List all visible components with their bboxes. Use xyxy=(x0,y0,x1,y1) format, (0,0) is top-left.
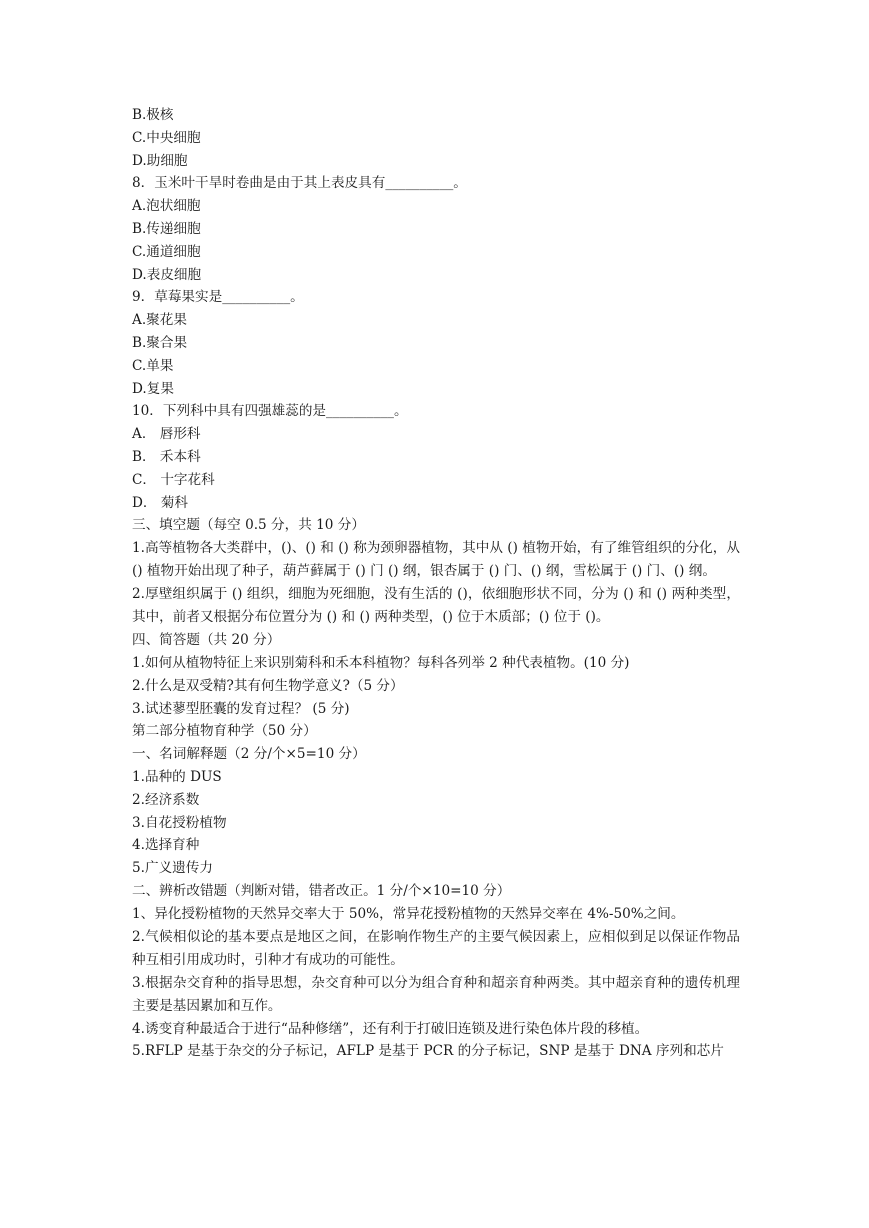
q8-option-a: A.泡状细胞 xyxy=(132,198,201,215)
q9-option-a: A.聚花果 xyxy=(132,312,187,329)
short-answer-1: 1.如何从植物特征上来识别菊科和禾本科植物？每科各列举 2 种代表植物。(10 分) xyxy=(132,654,630,671)
option-d-synergid: D.助细胞 xyxy=(132,152,188,169)
option-c-central-cell: C.中央细胞 xyxy=(132,129,201,146)
section-correction-heading: 二、辨析改错题（判断对错，错者改正。1 分/个×10=10 分） xyxy=(132,882,511,899)
q9-option-c: C.单果 xyxy=(132,357,174,374)
short-answer-2: 2.什么是双受精?其有何生物学意义?（5 分） xyxy=(132,677,404,694)
q10-option-c: C． 十字花科 xyxy=(132,471,215,488)
correction-1: 1、异化授粉植物的天然异交率大于 50%，常异花授粉植物的天然异交率在 4%-50%之间。 xyxy=(132,905,685,922)
section-short-answer-heading: 四、简答题（共 20 分） xyxy=(132,632,281,649)
part-two-heading: 第二部分植物育种学（50 分） xyxy=(132,723,317,740)
correction-2: 2.气候相似论的基本要点是地区之间，在影响作物生产的主要气候因素上，应相似到足以保证作物品种互相引用成功时，引种才有成功的可能性。 xyxy=(132,928,740,968)
option-b-polar-nuclei: B.极核 xyxy=(132,107,174,123)
q8-option-b: B.传递细胞 xyxy=(132,220,201,237)
q10-option-d: D． 菊科 xyxy=(132,494,189,511)
correction-3: 3.根据杂交育种的指导思想，杂交育种可以分为组合育种和超亲育种两类。其中超亲育种的遗传机理主要是基因累加和互作。 xyxy=(132,974,740,1014)
q9-option-b: B.聚合果 xyxy=(132,334,188,351)
q8-option-d: D.表皮细胞 xyxy=(132,266,202,283)
question-10: 10．下列科中具有四强雄蕊的是__________。 xyxy=(132,403,408,420)
q10-option-b: B． 禾本科 xyxy=(132,448,201,465)
document-page xyxy=(132,104,740,1063)
q8-option-c: C.通道细胞 xyxy=(132,243,201,260)
fill-in-question-1: 1.高等植物各大类群中，()、() 和 () 称为颈卵器植物，其中从 () 植物开始，有了维管组织的分化，从 () 植物开始出现了种子，葫芦藓属于 () 门 () 纲，银杏属于 () 门、() 纲，雪松属于 () 门、() 纲。 xyxy=(132,540,740,580)
correction-5: 5.RFLP 是基于杂交的分子标记，AFLP 是基于 PCR 的分子标记，SNP 是基于 DNA 序列和芯片 xyxy=(132,1043,724,1060)
section-fill-in-heading: 三、填空题（每空 0.5 分，共 10 分） xyxy=(132,517,365,534)
fill-in-question-2: 2.厚壁组织属于 () 组织，细胞为死细胞，没有生活的 ()，依细胞形状不同，分为 () 和 () 两种类型，其中，前者又根据分布位置分为 () 和 () 两种类型，() 位于木质部；() 位于 ()。 xyxy=(132,586,740,626)
question-9: 9．草莓果实是__________。 xyxy=(132,289,304,306)
q9-option-d: D.复果 xyxy=(132,380,174,397)
correction-4: 4.诱变育种最适合于进行“品种修缮”，还有利于打破旧连锁及进行染色体片段的移植。 xyxy=(132,1020,649,1037)
q10-option-a: A． 唇形科 xyxy=(132,426,201,443)
definition-4: 4.选择育种 xyxy=(132,837,200,854)
definition-2: 2.经济系数 xyxy=(132,791,200,808)
question-8: 8．玉米叶干旱时卷曲是由于其上表皮具有__________。 xyxy=(132,175,467,192)
short-answer-3: 3.试述蓼型胚囊的发育过程？ (5 分) xyxy=(132,700,350,717)
definition-3: 3.自花授粉植物 xyxy=(132,814,227,831)
definition-5: 5.广义遗传力 xyxy=(132,860,213,877)
definition-1: 1.品种的 DUS xyxy=(132,768,222,785)
section-definitions-heading: 一、名词解释题（2 分/个×5=10 分） xyxy=(132,746,366,763)
